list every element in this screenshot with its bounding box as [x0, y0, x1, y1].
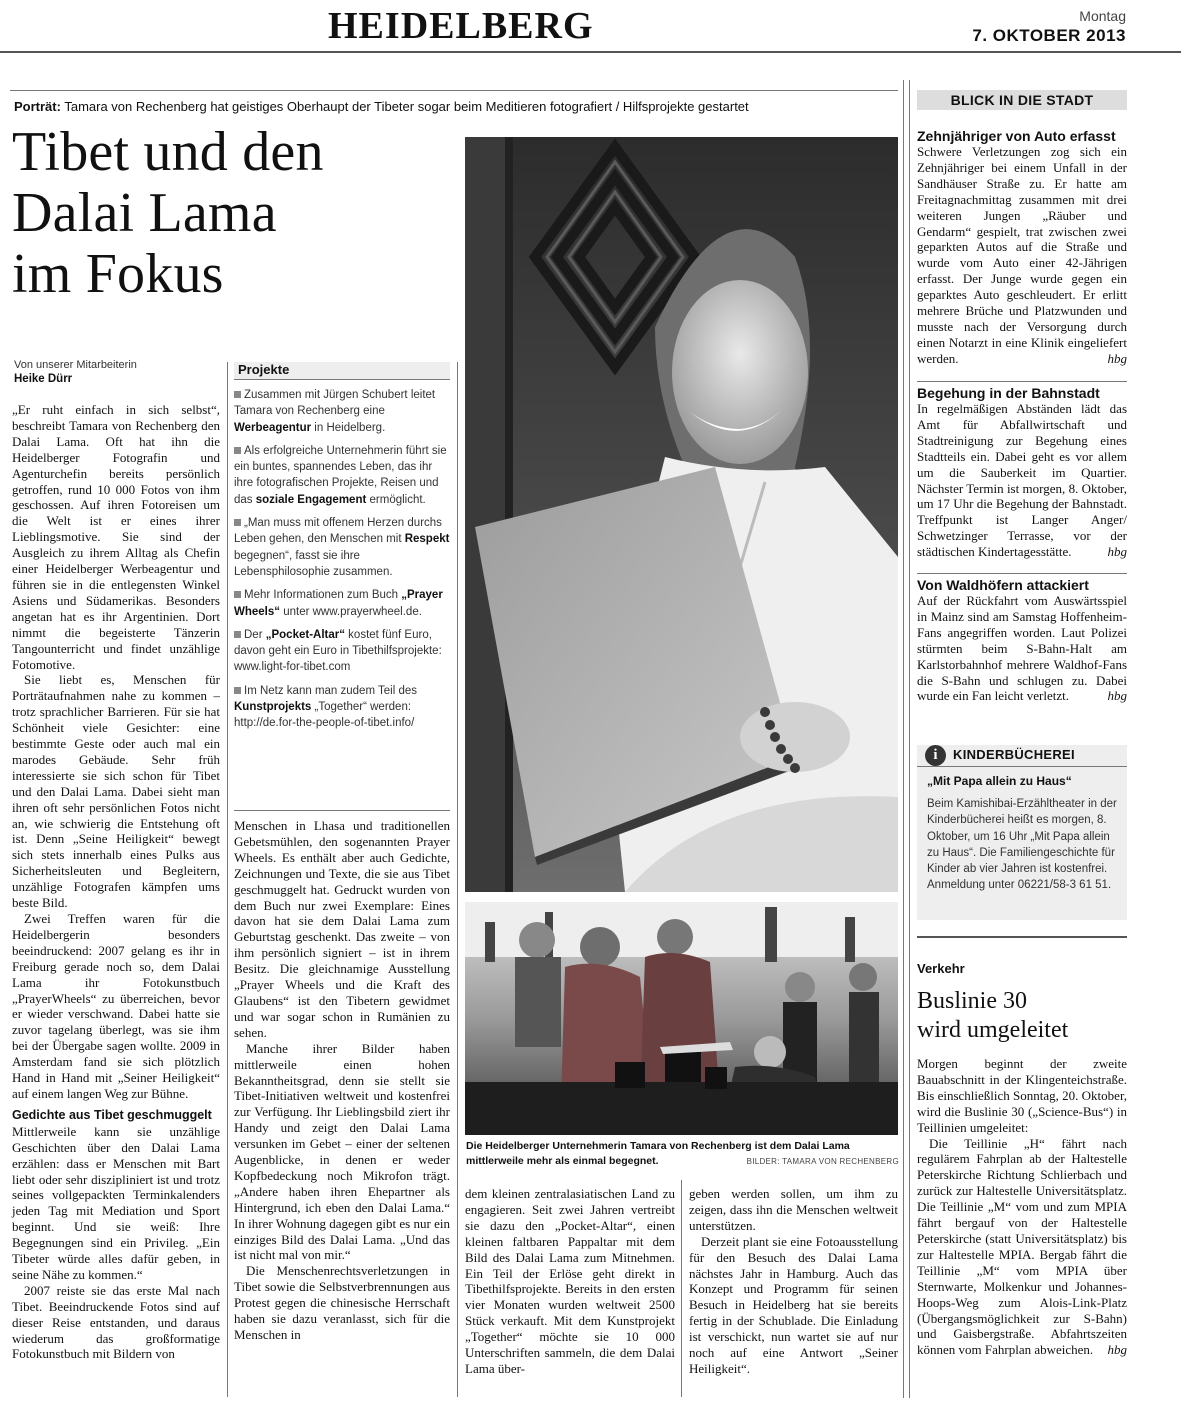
section-divider [917, 936, 1127, 938]
bullet-icon [234, 631, 241, 638]
body-paragraph: Derzeit plant sie eine Fotoausstellung für den Besuch des Dalai Lama nächstes Jahr in Hamburg. Auch das Konzept und Programm für seinen Besuch in Heidelberg hat sie bereits fertig in der Schublade. Die Einladung ist verschickt, nun wartet sie auf nur noch auf eine Antwort „Seiner Heiligkeit“. [689, 1233, 898, 1376]
news-headline: Zehnjähriger von Auto erfasst [917, 128, 1116, 144]
body-paragraph: Manche ihrer Bilder haben mittlerweile einen hohen Bekanntheitsgrad, denn sie stellt sie Tibet-Initiativen weltweit und kostenfrei zur Verfügung. Ihr Lieblingsbild ziert ihr Handy und zeigt den Dalai Lama versunken im Gebet – einer der seltenen Augenblicke, in denen er weder Kopfbedeckung noch Mikrofon trägt. „Andere haben ihren Ehepartner als Hintergrund, ich eben den Dalai Lama.“ In ihrer Wohnung dagegen gibt es nur ein einziges Bild des Dalai Lama. „Und das ist nicht mal von mir.“ [234, 1040, 450, 1263]
box-bottom-rule [234, 810, 450, 811]
projekte-item: Zusammen mit Jürgen Schubert leitet Tamara von Rechenberg eine Werbeagentur in Heidelberg. [234, 389, 436, 434]
projekte-item: Als erfolgreiche Unternehmerin führt sie ein buntes, spannendes Leben, das ihr ihre fotografischen Projekte, Reisen und das soziale Engagement ermöglicht. [234, 444, 447, 506]
body-paragraph: Die Teillinie „H“ fährt nach regulärem Fahrplan ab der Haltestelle Peterskirche Richtung Schlierbach und zurück zur Haltestelle Universitätsplatz. Die Teillinie „M“ vom und zum MPIA fährt bergauf von der Haltestelle Peterskirche (statt Universitätsplatz) bis zur Haltestelle MPIA. Bergab fährt die Teillinie „M“ vom MPIA über Sternwarte, Molkenkur und Johannes-Hoops-Weg zum Alois-Link-Platz (Übergangsmöglichkeit zur S-Bahn) und Gaisbergstraße. Abfahrtszeiten können vom Fahrplan abweichen. hbg [917, 1135, 1127, 1358]
article-column-4 [689, 1186, 898, 1377]
column-divider [681, 1180, 682, 1397]
headline-line: Dalai Lama [12, 182, 277, 244]
verkehr-headline [917, 987, 1127, 1045]
news-text: Schwere Verletzungen zog sich ein Zehnjähriger bei einem Unfall in der Sandhäuser Straße zu. Er hatte am Freitagnachmittag zusammen mit drei weiteren Jungen „Räuber und Gendarm“ gespielt, trat zwischen zwei geparkten Autos auf die Straße und wurde vom Auto einer 42-Jährigen erfasst. Der Junge wurde gegen ein geparktes Auto geschleudert. Er erlitt mehrere Brüche und Platzwunden und musste nach der Versorgung durch einen Notarzt in eine Klinik eingeliefert werden. hbg [917, 144, 1127, 366]
body-paragraph: Zwei Treffen waren für die Heidelbergerin besonders beeindruckend: 2007 gelang es ihr in Freiburg gerade noch so, dem Dalai Lama ihr Fotokunstbuch „PrayerWheels“ zu überreichen, bevor er wieder verschwand. Dabei hatte sie zuvor tagelang überlegt, was sie ihm bei der Übergabe sagen wollte. 2009 in Amsterdam fand sie sich plötzlich Hand in Hand mit „Seiner Heiligkeit“ auf einem langen Weg zur Bühne. [12, 911, 220, 1101]
masthead-date: 7. OKTOBER 2013 [972, 26, 1126, 45]
projekte-item: „Man muss mit offenem Herzen durchs Leben gehen, den Menschen mit Respekt begegnen“, fasst sie ihre Lebensphilosophie zusammen. [234, 517, 450, 578]
news-headline: Begehung in der Bahnstadt [917, 385, 1100, 401]
bullet-icon [234, 391, 241, 398]
projekte-item: Mehr Informationen zum Buch „Prayer Wheels“ unter www.prayerwheel.de. [234, 589, 443, 618]
photo-caption: Die Heidelberger Unternehmerin Tamara von Rechenberg ist dem Dalai Lama mittlerweile mehr als einmal begegnet. [466, 1140, 850, 1167]
bullet-icon [234, 687, 241, 694]
author-signature: hbg [1107, 544, 1127, 560]
body-paragraph: Sie liebt es, Menschen für Porträtaufnahmen nahe zu kommen – trotz sprachlicher Barrieren. Für sie hat Schönheit viele Gesichter: eine bestimmte Geste oder auch mal ein marodes Gebäude. Sehr früh interessierte sie sich schon für Tibet und den Dalai Lama. Dabei sieht man ihren oft sehr persönlichen Fotos nicht an, wie schwierig die Entstehung oft ist. Denn „Seine Heiligkeit“ bewegt sich stets innerhalb eines Pulks aus Sicherheitsleuten und Begleitern, unzählige Fotografen kämpfen ums beste Bild. [12, 672, 220, 911]
column-divider [909, 80, 910, 1398]
infobox-label: KINDERBÜCHEREI [953, 747, 1075, 762]
info-icon: i [925, 745, 946, 766]
body-paragraph: geben werden sollen, um ihm zu zeigen, dass ihn die Menschen weltweit unterstützen. [689, 1186, 898, 1233]
projekte-item: Im Netz kann man zudem Teil des Kunstprojekts „Together“ werden: http://de.for-the-people-of-tibet.info/ [234, 684, 418, 730]
portrait-photo [465, 137, 898, 892]
author-signature: hbg [1107, 1342, 1127, 1358]
column-divider [903, 80, 904, 1398]
news-text: Auf der Rückfahrt vom Auswärtsspiel in Mainz sind am Samstag Hoffenheim-Fans angegriffen worden. Laut Polizei stürmten beim S-Bahn-Halt am Karlstorbahnhof mehrere Waldhof-Fans die S-Bahn und schlugen zu. Dabei wurde ein Fan leicht verletzt. hbg [917, 593, 1127, 704]
news-divider [917, 381, 1127, 382]
byline-name: Heike Dürr [14, 373, 73, 385]
kicker-text: Tamara von Rechenberg hat geistiges Oberhaupt der Tibeter sogar beim Meditieren fotografiert / Hilfsprojekte gestartet [64, 99, 749, 114]
kinderbuecherei-infobox [917, 745, 1127, 920]
kicker-label: Porträt: [14, 99, 61, 114]
article-kicker [14, 99, 894, 114]
headline-line: Buslinie 30 [917, 988, 1028, 1014]
column-divider [457, 362, 458, 1397]
body-paragraph: Menschen in Lhasa und traditionellen Gebetsmühlen, den sogenannten Prayer Wheels. Es enthält aber auch Gedichte, Zeichnungen und Texte, die sie aus Tibet geschmuggelt hat. Gedruckt wurden von dem Buch nur zwei Exemplare: Eines davon hat sie dem Dalai Lama zum Geburtstag geschenkt. Das zweite – von ihm persönlich signiert – ist in ihrem Besitz. Die gleichnamige Ausstellung „Prayer Wheels und die Kraft des Glaubens“ ist den Tibetern gewidmet und war sogar schon in Rumänien zu sehen. [234, 818, 450, 1040]
bullet-icon [234, 519, 241, 526]
body-paragraph: 2007 reiste sie das erste Mal nach Tibet. Beeindruckende Fotos sind auf dieser Reise entstanden, und daraus wiederum das großformatige Fotokunstbuch mit Bildern von [12, 1282, 220, 1362]
projekte-title: Projekte [234, 362, 450, 380]
article-subhead: Gedichte aus Tibet geschmuggelt [12, 1107, 212, 1122]
headline-line: Tibet und den [12, 121, 324, 183]
masthead-day: Montag [1079, 8, 1126, 24]
article-column-2 [234, 818, 450, 1343]
infobox-header [917, 745, 1127, 767]
news-divider [917, 573, 1127, 574]
article-headline [12, 122, 452, 305]
body-paragraph: Die Menschenrechtsverletzungen in Tibet sowie die Selbstverbrennungen aus Protest gegen die chinesische Herrschaft haben sie dazu veranlasst, sich für die Menschen in [234, 1263, 450, 1342]
news-text: In regelmäßigen Abständen lädt das Amt für Abfallwirtschaft und Stadtreinigung zur Begehung eines Stadtteils ein. Dabei geht es vor allem um die Sauberkeit im Quartier. Nächster Termin ist morgen, 8. Oktober, um 17 Uhr die Begehung der Bahnstadt. Treffpunkt ist Langer Anger/ Schwetzinger Terrasse, vor der städtischen Kindertagesstätte. hbg [917, 401, 1127, 560]
body-paragraph: Morgen beginnt der zweite Bauabschnitt in der Klingenteichstraße. Bis einschließlich Sonntag, 20. Oktober, wird die Buslinie 30 („Science-Bus“) in Teillinien umgeleitet: [917, 1056, 1127, 1135]
news-item [917, 385, 1127, 560]
body-paragraph: Mittlerweile kann sie unzählige Geschichten über den Dalai Lama erzählen: dass er Menschen mit Bart liebt oder sehr diszipliniert ist und trotz seines vollgepackten Terminkalenders jeden Tag mit Mediation und Sport beginnt. Und sie weiß: Ihre Begegnungen sind ein Privileg. „Ein Tibeter würde alles dafür geben, in seine Nähe zu kommen.“ [12, 1123, 220, 1282]
infobox-text: Beim Kamishibai-Erzähltheater in der Kinderbücherei heißt es morgen, 8. Oktober, um 16 Uhr „Mit Papa allein zu Haus“. Die Familiengeschichte für Kinder ab vier Jahren ist kostenfrei. Anmeldung unter 06221/58-3 61 51. [927, 798, 1117, 892]
author-signature: hbg [1107, 688, 1127, 704]
article-column-3 [465, 1186, 675, 1377]
body-paragraph: „Er ruht einfach in sich selbst“, beschreibt Tamara von Rechenberg den Dalai Lama. Oft hat ihn die Heidelberger Fotografin und Agenturchefin bereits persönlich getroffen, rund 10 000 Fotos von ihm geschossen. Auf ihren Fotoreisen um die Welt ist er eines ihrer Lieblingsmotive. Sie sind der Ausgleich zu ihrem Alltag als Chefin einer Heidelberger Werbeagentur und führen sie in die entlegensten Winkel Asiens und Südamerikas. Besonders angetan hat es ihr Argentinien. Dort nimmt die begeisterte Tänzerin Tangounterricht und findet unzählige Fotomotive. [12, 402, 220, 672]
news-headline: Von Waldhöfern attackiert [917, 577, 1089, 593]
verkehr-kicker: Verkehr [917, 961, 965, 976]
verkehr-article [917, 1056, 1127, 1358]
infobox-subhead: „Mit Papa allein zu Haus“ [927, 774, 1072, 788]
byline-label: Von unserer Mitarbeiterin [14, 359, 137, 371]
meeting-photo [465, 902, 898, 1135]
news-item [917, 577, 1127, 704]
body-paragraph: dem kleinen zentralasiatischen Land zu engagieren. Seit zwei Jahren vertreibt sie dazu den „Pocket-Altar“, einen kleinen faltbaren Pappaltar mit dem Bild des Dalai Lama zum Mitnehmen. Ein Teil der Erlöse geht direkt in Tibethilfsprojekte. Bereits in den ersten vier Monaten wurden weltweit 2500 Stück verkauft. Mit dem Kunstprojekt „Together“ möchte sie 10 000 Unterschriften sammeln, die dem Dalai Lama über- [465, 1186, 675, 1376]
headline-line: wird umgeleitet [917, 1017, 1069, 1043]
news-item [917, 128, 1127, 367]
masthead-rule [0, 51, 1181, 53]
headline-line: im Fokus [12, 243, 224, 305]
sidebar-section-label: BLICK IN DIE STADT [917, 90, 1127, 110]
author-signature: hbg [1107, 350, 1127, 366]
bullet-icon [234, 591, 241, 598]
projekte-infobox [234, 362, 450, 732]
projekte-item: Der „Pocket-Altar“ kostet fünf Euro, davon geht ein Euro in Tibethilfsprojekte: www.light-for-tibet.com [234, 628, 442, 674]
column-divider [227, 362, 228, 1397]
masthead-title: HEIDELBERG [328, 5, 594, 47]
article-top-rule [10, 90, 898, 91]
bullet-icon [234, 447, 241, 454]
article-column-1 [12, 402, 220, 1362]
photo-credit: BILDER: TAMARA VON RECHENBERG [746, 1157, 899, 1166]
